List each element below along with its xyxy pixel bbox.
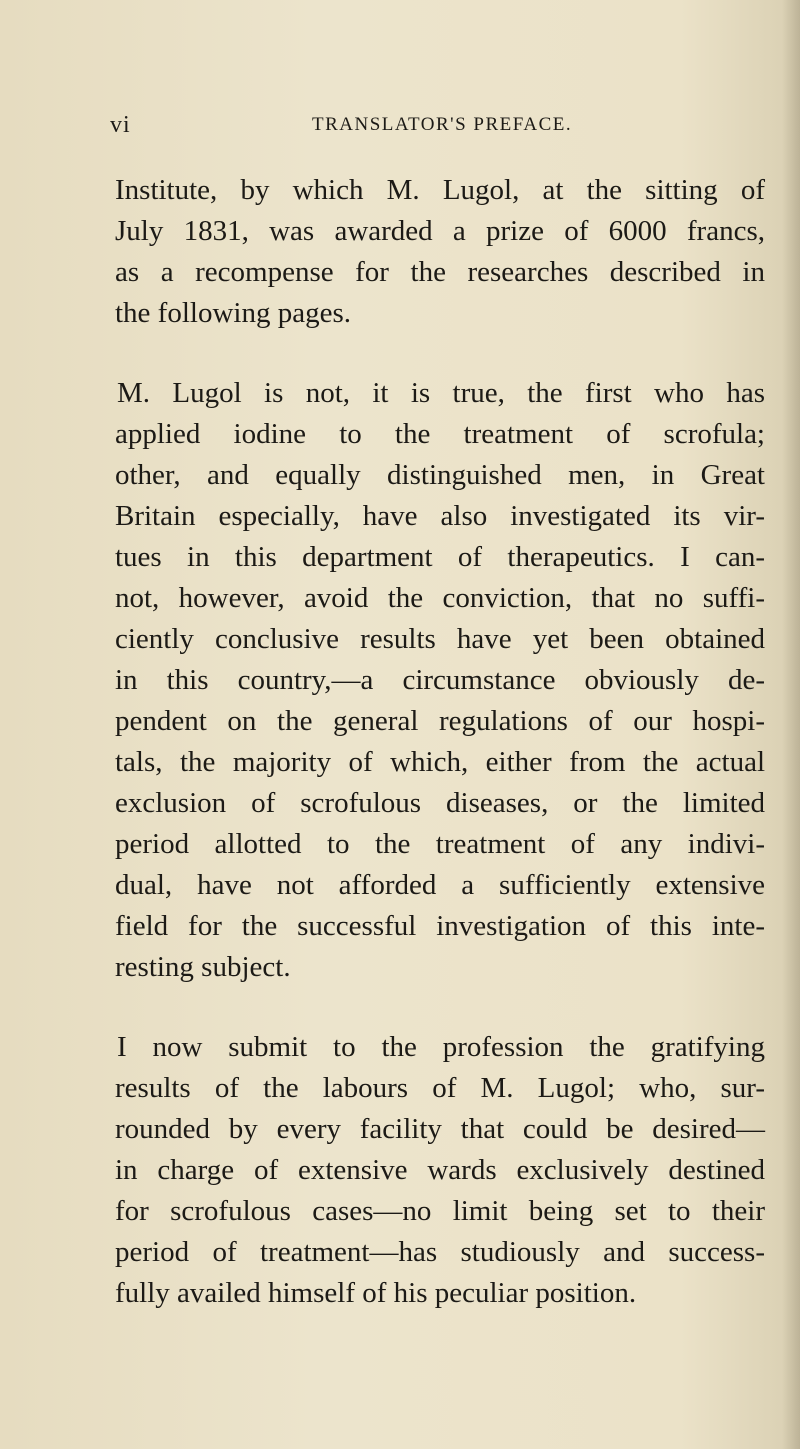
text-line: tues in this department of therapeutics. I can- bbox=[115, 541, 765, 573]
paragraph-1 bbox=[115, 170, 765, 334]
text-line: Britain especially, have also investigated its vir- bbox=[115, 500, 765, 532]
text-line: results of the labours of M. Lugol; who, sur- bbox=[115, 1072, 765, 1104]
text-line: in charge of extensive wards exclusively destined bbox=[115, 1154, 765, 1186]
text-line: as a recompense for the researches described in bbox=[115, 256, 765, 288]
text-line: M. Lugol is not, it is true, the first who has bbox=[117, 377, 765, 409]
text-line: ciently conclusive results have yet been obtained bbox=[115, 623, 765, 655]
paragraph-gap bbox=[115, 988, 765, 1027]
text-line: period of treatment—has studiously and success- bbox=[115, 1236, 765, 1268]
text-line: field for the successful investigation of this inte- bbox=[115, 910, 765, 942]
page-edge-shadow bbox=[782, 0, 800, 1449]
page-number: vi bbox=[110, 112, 131, 138]
text-line: applied iodine to the treatment of scrofula; bbox=[115, 418, 765, 450]
text-line: pendent on the general regulations of our hospi- bbox=[115, 705, 765, 737]
text-line: Institute, by which M. Lugol, at the sitting of bbox=[115, 174, 765, 206]
text-line: period allotted to the treatment of any indivi- bbox=[115, 828, 765, 860]
paragraph-3 bbox=[115, 1027, 765, 1314]
running-head: TRANSLATOR'S PREFACE. bbox=[312, 114, 573, 135]
text-line: July 1831, was awarded a prize of 6000 francs, bbox=[115, 215, 765, 247]
text-line: I now submit to the profession the gratifying bbox=[117, 1031, 765, 1063]
text-line: not, however, avoid the conviction, that no suffi- bbox=[115, 582, 765, 614]
text-line: dual, have not afforded a sufficiently extensive bbox=[115, 869, 765, 901]
text-line: exclusion of scrofulous diseases, or the limited bbox=[115, 787, 765, 819]
text-line: resting subject. bbox=[115, 951, 291, 983]
page-header bbox=[0, 112, 800, 148]
paragraph-2 bbox=[115, 373, 765, 988]
text-line: other, and equally distinguished men, in Great bbox=[115, 459, 765, 491]
text-line: tals, the majority of which, either from the actual bbox=[115, 746, 765, 778]
text-line: in this country,—a circumstance obviously de- bbox=[115, 664, 765, 696]
paragraph-gap bbox=[115, 334, 765, 373]
text-line: rounded by every facility that could be desired— bbox=[115, 1113, 765, 1145]
text-line: fully availed himself of his peculiar position. bbox=[115, 1277, 637, 1309]
text-line: for scrofulous cases—no limit being set to their bbox=[115, 1195, 765, 1227]
body-text bbox=[115, 170, 765, 1314]
text-line: the following pages. bbox=[115, 297, 351, 329]
